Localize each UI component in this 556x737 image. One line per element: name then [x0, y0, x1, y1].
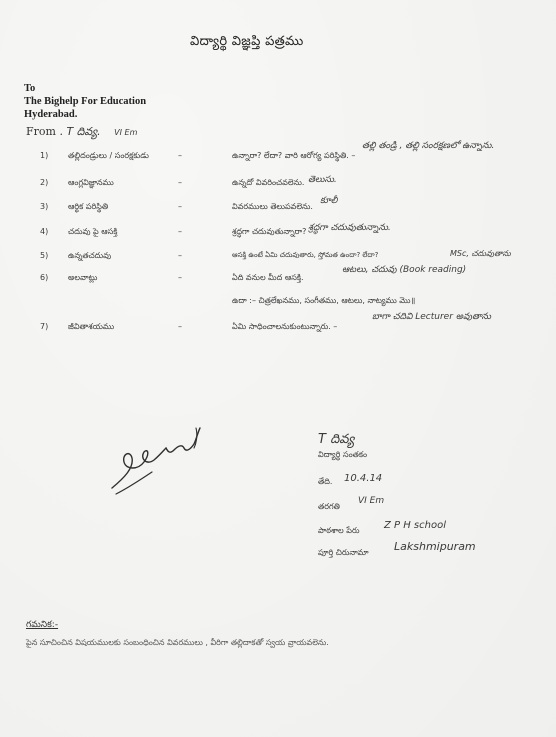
row-number: 3) [40, 202, 49, 211]
note-text: పైన సూచించిన విషయములకు సంబంధించిన వివరములు , వీరిగా తల్లిదాకతో స్వయ వ్రాయవలెను. [26, 638, 329, 647]
row-number: 2) [40, 178, 49, 187]
row-label: చదువు పై ఆసక్తి [68, 227, 118, 236]
row-prompt: శ్రద్ధగా చదువుతున్నారా? [232, 227, 307, 236]
row-prompt: ఏది వనుల మీద ఆసక్తి. [232, 273, 304, 282]
row-dash: – [178, 273, 182, 282]
row-dash: – [178, 227, 182, 236]
from-prefix: From . [26, 125, 67, 138]
row-label: జీవితాశయము [68, 322, 115, 331]
student-name-handwritten: T దివ్య [318, 432, 355, 447]
row-answer: ఆటలు, చదువు (Book reading) [342, 265, 467, 275]
row-number: 7) [40, 322, 49, 331]
school-label: పాఠశాల పేరు [318, 526, 360, 535]
row-prompt: ఉన్నదో వివరించవలెను. [232, 178, 305, 187]
school-value: Z P H school [384, 520, 446, 531]
row-answer: శ్రద్ధగా చదువుతున్నాను. [308, 223, 391, 233]
question-row [0, 312, 556, 338]
date-value: 10.4.14 [344, 473, 383, 484]
date-label: తేది. [318, 477, 333, 486]
sender-class: VI Em [114, 128, 138, 137]
row-number: 4) [40, 227, 49, 236]
recipient-to: To [24, 83, 36, 94]
row-label: ఆంగ్లవిజ్ఞానము [68, 178, 114, 187]
sender-line [26, 125, 137, 141]
row-prompt: ఏమి సాధించాలనుకుంటున్నారు. – [232, 322, 338, 331]
address-value: Lakshmipuram [394, 540, 476, 553]
row-number: 1) [40, 151, 49, 160]
row-answer: తెలుసు. [308, 175, 337, 185]
signature-image [104, 418, 214, 498]
question-row [0, 196, 556, 218]
row-number: 5) [40, 251, 49, 260]
row-prompt: ఉన్నారా? లేదా? వారి ఆరోగ్య పరిస్థితి. – [232, 151, 356, 160]
recipient-address [24, 82, 146, 121]
row-dash: – [178, 322, 182, 331]
row-dash: – [178, 251, 182, 260]
student-sign-label: విద్యార్థి సంతకం [318, 450, 368, 459]
row-label: ఆర్థిక పరిస్థితి [68, 202, 109, 211]
sender-name: T దివ్య. [66, 125, 101, 138]
question-row [0, 265, 556, 289]
class-label: తరగతి [318, 502, 340, 511]
row-answer: కూలీ [320, 196, 338, 206]
row-prompt: వివరములు తెలుపవలెను. [232, 202, 313, 211]
row-label: తల్లిదండ్రులు / సంరక్షకుడు [68, 151, 149, 160]
question-row [0, 251, 556, 267]
row-dash: – [178, 151, 182, 160]
question-row [0, 141, 556, 167]
question-row-example [0, 296, 556, 312]
row-prompt: ఆసక్తి ఉంటే ఏమి చదువుతారు, స్తోమత ఉందా? లేదా? [232, 251, 379, 259]
row-number: 6) [40, 273, 49, 282]
class-value: VI Em [358, 496, 385, 506]
row-dash: – [178, 178, 182, 187]
row-answer: తల్లి తండ్రి , తల్లి సంరక్షణలో ఉన్నాను. [362, 141, 495, 151]
row-answer: బాగా చదివి Lecturer అవుతాను [372, 312, 491, 322]
recipient-org: The Bighelp For Education [24, 96, 147, 107]
note-heading: గమనిక:- [26, 620, 59, 630]
row-label: అలవాట్లు [68, 273, 98, 282]
recipient-city: Hyderabad. [24, 109, 78, 120]
row-example-text: ఉదా :– చిత్రలేఖనము, సంగీతము, ఆటలు, నాట్యము మొ॥ [232, 296, 416, 305]
row-answer: MSc, చదువుతాను [450, 249, 511, 258]
row-label: ఉన్నతచదువు [68, 251, 112, 260]
document-title: విద్యార్థి విజ్ఞప్తి పత్రము [190, 34, 304, 49]
address-label: పూర్తి చిరునామా [318, 548, 369, 557]
question-row [0, 223, 556, 243]
question-row [0, 175, 556, 194]
row-dash: – [178, 202, 182, 211]
